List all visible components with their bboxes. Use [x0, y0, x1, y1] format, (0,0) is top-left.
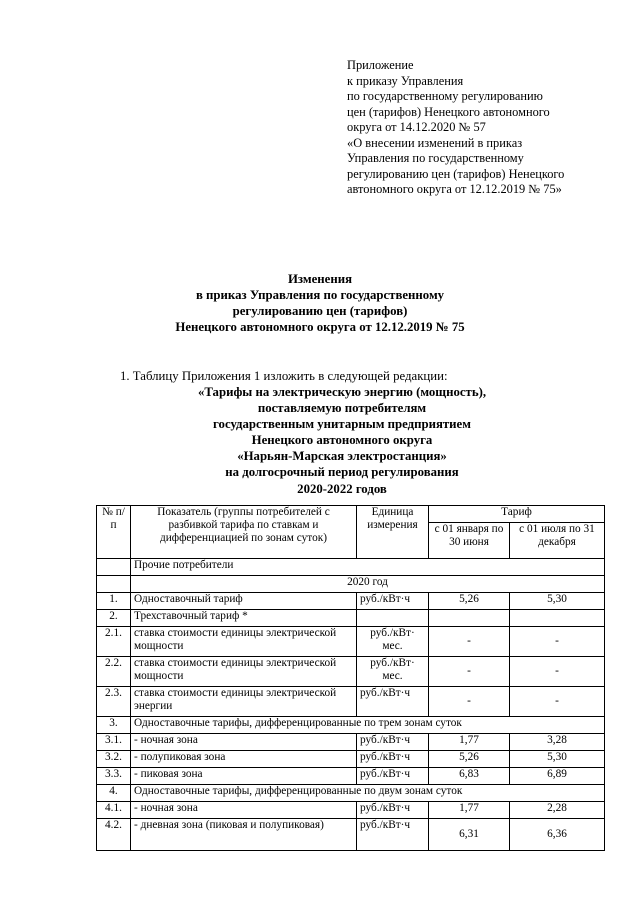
appendix-line: по государственному регулированию [347, 89, 543, 103]
row-unit: руб./кВт·ч [357, 593, 429, 610]
table-title [0, 384, 640, 497]
row-value-2: - [510, 627, 605, 657]
section-row [97, 785, 605, 802]
appendix-line: к приказу Управления [347, 73, 464, 88]
row-name: - ночная зона [131, 734, 357, 751]
year-row [97, 576, 605, 593]
row-value-1 [429, 610, 510, 627]
appendix-line: «О внесении изменений в приказ [347, 135, 523, 150]
section-num: 4. [97, 785, 131, 802]
row-unit: руб./кВт·ч [357, 768, 429, 785]
row-value-2: 5,30 [510, 751, 605, 768]
section-row [97, 717, 605, 734]
row-value-1: 1,77 [429, 802, 510, 819]
header-period-2: с 01 июля по 31 декабря [510, 523, 605, 559]
row-value-1: 6,31 [429, 819, 510, 851]
paragraph-1: 1. Таблицу Приложения 1 изложить в следующей редакции: [120, 369, 448, 383]
row-value-2: - [510, 687, 605, 717]
row-num: 4.2. [97, 819, 131, 851]
year-num-cell [97, 576, 131, 593]
row-num: 2.2. [97, 657, 131, 687]
row-value-1: 5,26 [429, 593, 510, 610]
appendix-line: Управления по государственному [347, 151, 524, 165]
subtitle-line: 2020-2022 годов [297, 481, 387, 496]
row-value-2: - [510, 657, 605, 687]
subtitle-line: Ненецкого автономного округа [251, 433, 433, 448]
row-name: ставка стоимости единицы электрической мощности [131, 657, 357, 687]
row-name: Одноставочный тариф [131, 593, 357, 610]
table-row [97, 768, 605, 785]
row-unit [357, 610, 429, 627]
group-label: Прочие потребители [131, 559, 605, 576]
row-name: - ночная зона [131, 802, 357, 819]
row-value-1: 1,77 [429, 734, 510, 751]
table-row [97, 593, 605, 610]
row-name: - дневная зона (пиковая и полупиковая) [131, 819, 357, 851]
row-name: - пиковая зона [131, 768, 357, 785]
row-unit: руб./кВт·ч [357, 751, 429, 768]
subtitle-line: государственным унитарным предприятием [213, 417, 471, 432]
header-row [97, 506, 605, 523]
subtitle-line: «Нарьян-Марская электростанция» [237, 449, 447, 464]
row-value-1: 5,26 [429, 751, 510, 768]
table-row [97, 802, 605, 819]
row-unit: руб./кВт·ч [357, 687, 429, 717]
row-name: ставка стоимости единицы электрической энергии [131, 687, 357, 717]
row-name: - полупиковая зона [131, 751, 357, 768]
row-num: 2.1. [97, 627, 131, 657]
subtitle-line: поставляемую потребителям [257, 401, 427, 416]
row-num: 2. [97, 610, 131, 627]
row-value-1: - [429, 657, 510, 687]
section-num: 3. [97, 717, 131, 734]
table-row [97, 734, 605, 751]
table-row [97, 751, 605, 768]
group-row [97, 559, 605, 576]
row-num: 1. [97, 593, 131, 610]
table-row [97, 687, 605, 717]
appendix-block [347, 58, 617, 198]
title-line: регулированию цен (тарифов) [232, 304, 408, 318]
row-value-2: 6,36 [510, 819, 605, 851]
table-row [97, 657, 605, 687]
row-value-1: 6,83 [429, 768, 510, 785]
table-row [97, 610, 605, 627]
row-num: 2.3. [97, 687, 131, 717]
appendix-line: округа от 14.12.2020 № 57 [347, 120, 486, 134]
header-period-1: с 01 января по 30 июня [429, 523, 510, 559]
row-name: Трехставочный тариф * [131, 610, 357, 627]
row-unit: руб./кВт· мес. [357, 657, 429, 687]
document-title [0, 271, 640, 335]
section-label: Одноставочные тарифы, дифференцированные по двум зонам суток [131, 785, 605, 802]
row-num: 3.2. [97, 751, 131, 768]
row-unit: руб./кВт·ч [357, 802, 429, 819]
row-num: 3.1. [97, 734, 131, 751]
row-value-1: - [429, 627, 510, 657]
row-num: 4.1. [97, 802, 131, 819]
title-line: в приказ Управления по государственному [195, 288, 445, 302]
row-value-2: 2,28 [510, 802, 605, 819]
title-line: Изменения [287, 272, 353, 286]
title-line: Ненецкого автономного округа от 12.12.2019 № 75 [175, 320, 465, 334]
appendix-line: цен (тарифов) Ненецкого автономного [347, 104, 550, 119]
appendix-line: регулированию цен (тарифов) Ненецкого [347, 166, 565, 181]
row-value-2 [510, 610, 605, 627]
group-num-cell [97, 559, 131, 576]
subtitle-line: «Тарифы на электрическую энергию (мощность), [197, 385, 487, 399]
header-unit: Единица измерения [357, 506, 429, 559]
header-indicator: Показатель (группы потребителей с разбивкой тарифа по ставкам и дифференциацией по зонам суток) [131, 506, 357, 559]
table-row [97, 819, 605, 851]
row-value-2: 5,30 [510, 593, 605, 610]
header-num: № п/п [97, 506, 131, 559]
row-unit: руб./кВт· мес. [357, 627, 429, 657]
header-tariff: Тариф [429, 506, 605, 523]
row-value-1: - [429, 687, 510, 717]
year-label: 2020 год [131, 576, 605, 593]
row-unit: руб./кВт·ч [357, 734, 429, 751]
row-unit: руб./кВт·ч [357, 819, 429, 851]
row-name: ставка стоимости единицы электрической мощности [131, 627, 357, 657]
appendix-line: автономного округа от 12.12.2019 № 75» [347, 182, 562, 196]
section-label: Одноставочные тарифы, дифференцированные по трем зонам суток [131, 717, 605, 734]
row-value-2: 6,89 [510, 768, 605, 785]
row-value-2: 3,28 [510, 734, 605, 751]
subtitle-line: на долгосрочный период регулирования [225, 465, 459, 480]
appendix-line: Приложение [347, 58, 414, 72]
tariff-table [96, 505, 605, 851]
table-row [97, 627, 605, 657]
row-num: 3.3. [97, 768, 131, 785]
